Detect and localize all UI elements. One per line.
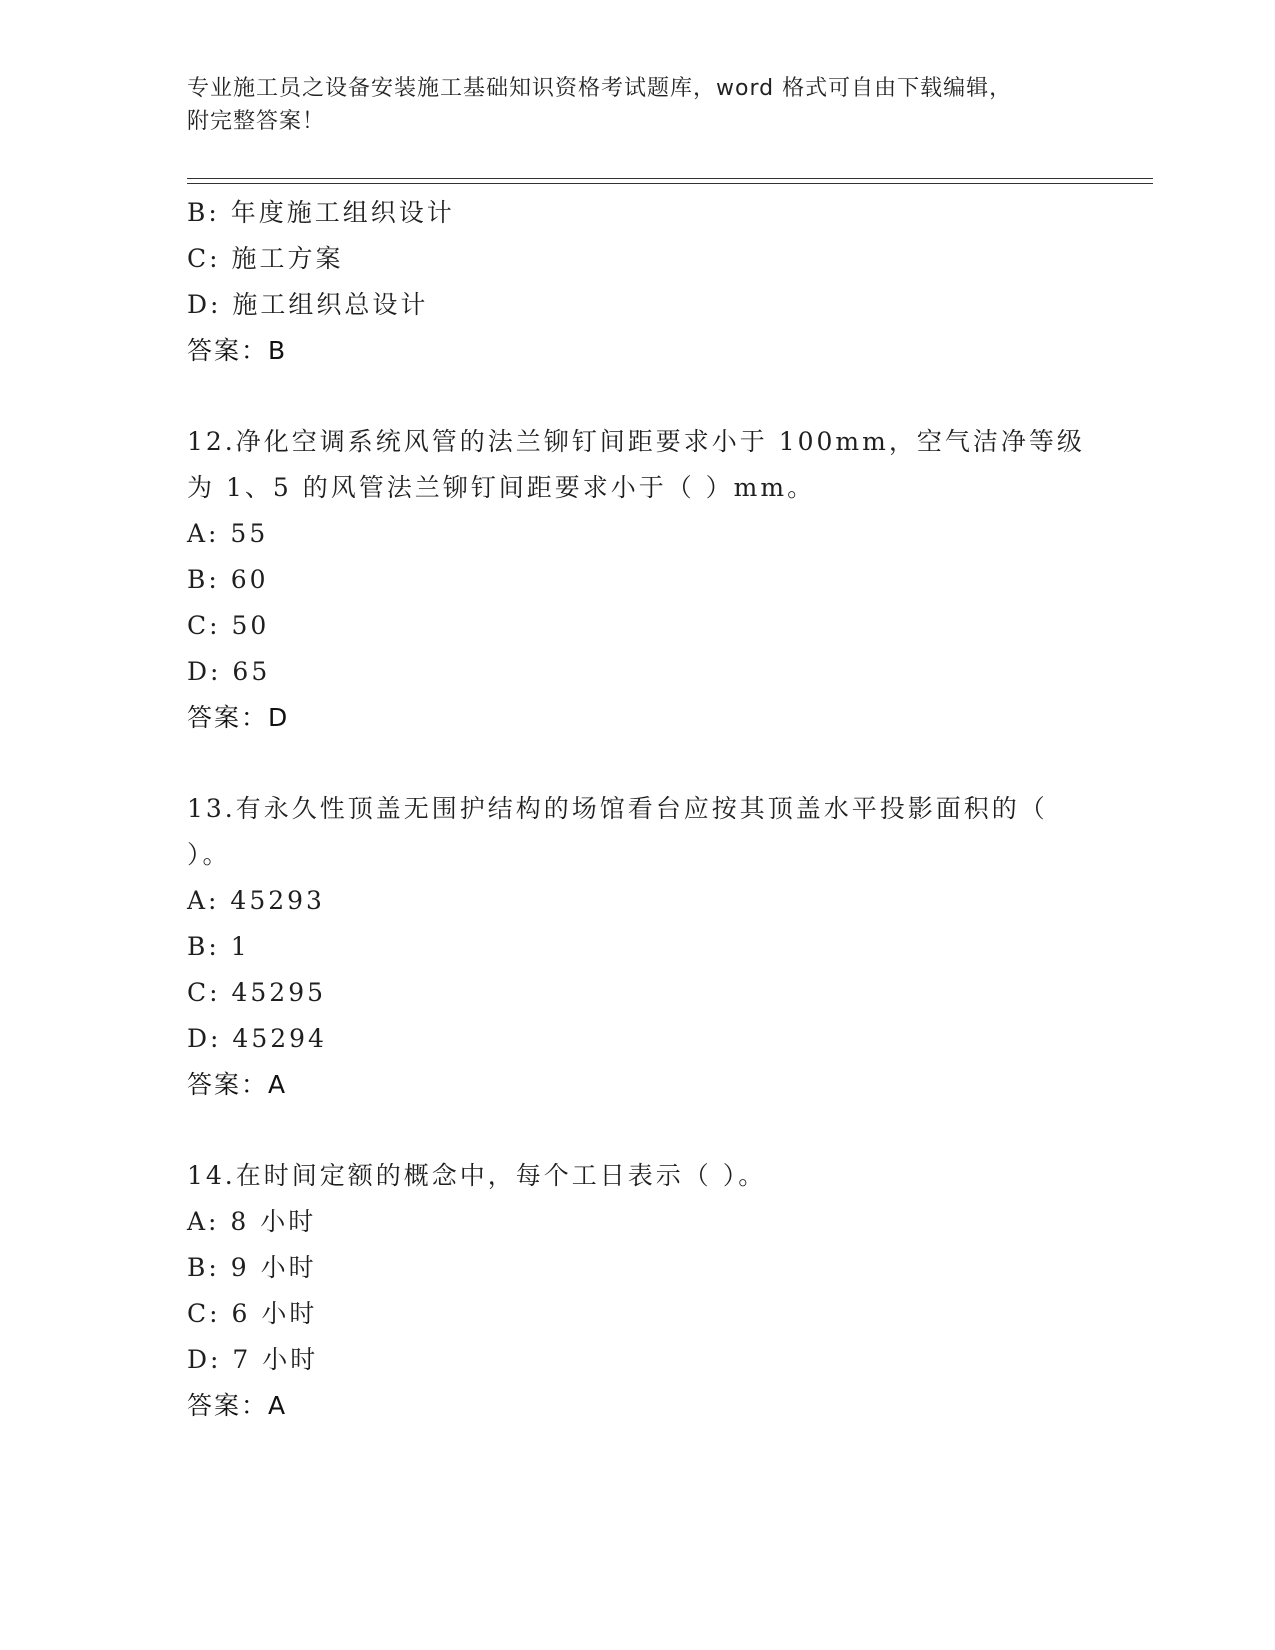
question-spacer <box>187 1108 1117 1153</box>
question-14 <box>187 1153 1117 1429</box>
option-c: C: 6 小时 <box>187 1299 318 1328</box>
question-stem: 13.有永久性顶盖无围护结构的场馆看台应按其顶盖水平投影面积的（ <box>187 794 1048 823</box>
option-d: D: 65 <box>187 657 271 686</box>
option-b: B: 9 小时 <box>187 1253 317 1282</box>
option-b: B: 60 <box>187 565 269 594</box>
option-a: A: 55 <box>187 519 269 548</box>
option-c: C: 50 <box>187 611 270 640</box>
question-spacer <box>187 374 1117 419</box>
document-header <box>187 72 1087 138</box>
header-divider-bottom <box>187 183 1153 184</box>
question-spacer <box>187 741 1117 786</box>
question-list <box>187 190 1117 1429</box>
header-line-1: 专业施工员之设备安装施工基础知识资格考试题库，word 格式可自由下载编辑， <box>187 76 1013 101</box>
option-c: C: 施工方案 <box>187 244 344 273</box>
answer: 答案：D <box>187 703 290 732</box>
option-d: D: 7 小时 <box>187 1345 319 1374</box>
option-d: D: 施工组织总设计 <box>187 290 429 319</box>
answer: 答案：A <box>187 1391 288 1420</box>
option-b: B: 年度施工组织设计 <box>187 198 455 227</box>
question-11 <box>187 190 1117 374</box>
header-divider-top <box>187 178 1153 179</box>
option-d: D: 45294 <box>187 1024 327 1053</box>
question-stem: 12.净化空调系统风管的法兰铆钉间距要求小于 100mm，空气洁净等级 <box>187 427 1085 456</box>
option-a: A: 8 小时 <box>187 1207 317 1236</box>
option-b: B: 1 <box>187 932 250 961</box>
question-stem: 为 1、5 的风管法兰铆钉间距要求小于（ ）mm。 <box>187 473 816 502</box>
question-12 <box>187 419 1117 741</box>
answer: 答案：B <box>187 336 288 365</box>
option-a: A: 45293 <box>187 886 325 915</box>
header-line-2: 附完整答案！ <box>187 109 326 134</box>
question-stem: 14.在时间定额的概念中，每个工日表示（ ）。 <box>187 1161 767 1190</box>
option-c: C: 45295 <box>187 978 327 1007</box>
answer: 答案：A <box>187 1070 288 1099</box>
question-13 <box>187 786 1117 1108</box>
question-stem: ）。 <box>187 840 231 869</box>
